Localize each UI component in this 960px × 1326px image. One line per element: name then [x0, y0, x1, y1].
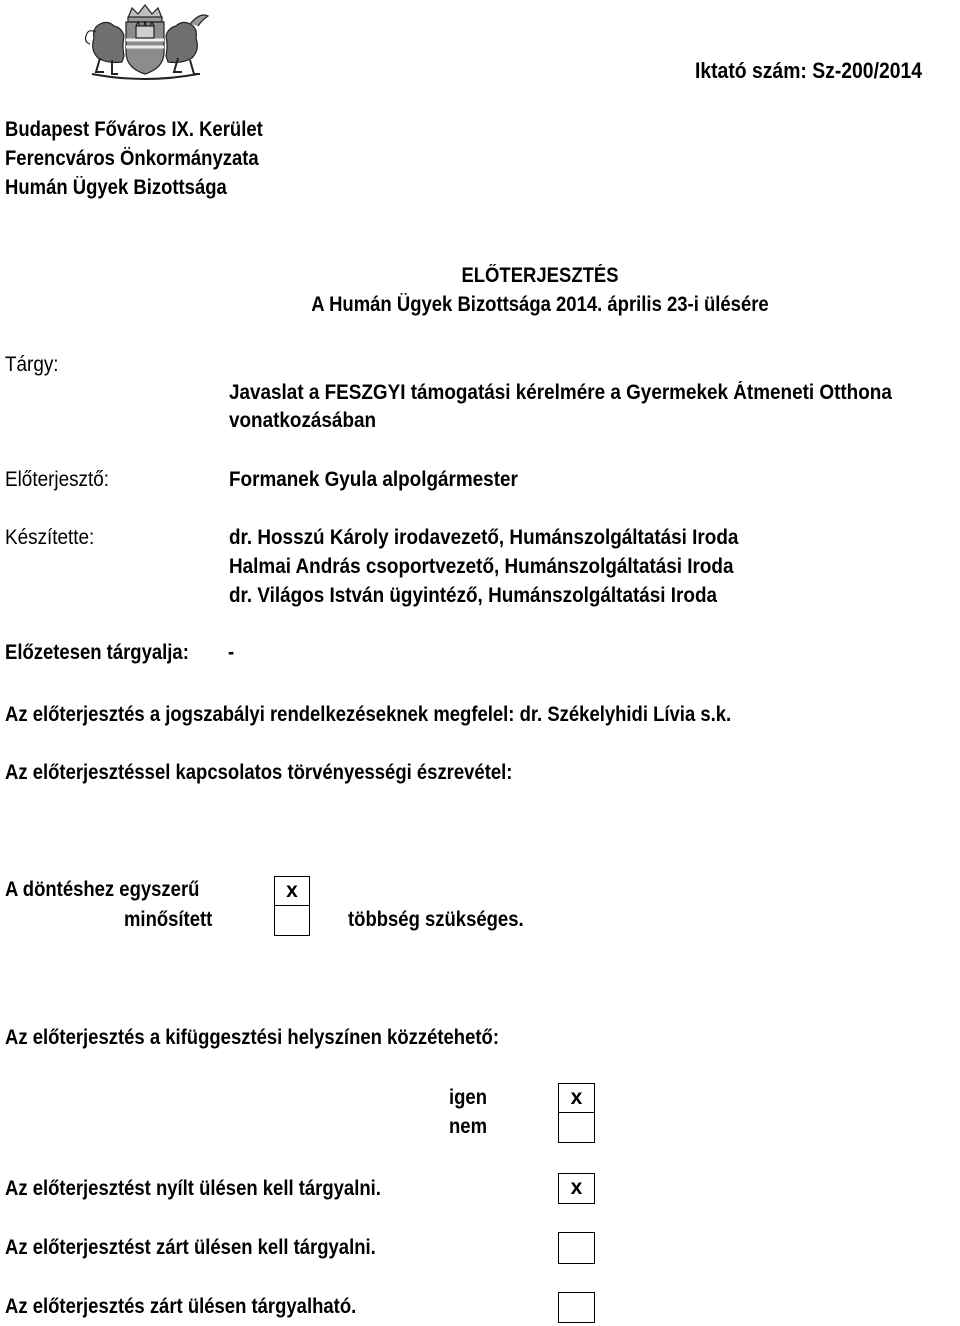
subject-label: Tárgy:	[5, 353, 59, 376]
coat-of-arms-logo	[78, 2, 212, 82]
closed-session-label: Az előterjesztést zárt ülésen kell tárgyalni.	[5, 1236, 376, 1259]
reference-number: Iktató szám: Sz-200/2014	[694, 58, 922, 83]
document-title: ELŐTERJESZTÉS	[461, 264, 619, 287]
pre-discussion-value: -	[228, 641, 235, 664]
org-line-2: Ferencváros Önkormányzata	[5, 147, 259, 170]
prepared-by-line-1: dr. Hosszú Károly irodavezető, Humánszolgáltatási Iroda	[229, 526, 739, 549]
publication-no-checkbox[interactable]	[558, 1112, 595, 1143]
publication-yes-checkbox[interactable]: x	[558, 1083, 595, 1113]
legal-compliance-statement: Az előterjesztés a jogszabályi rendelkezéseknek megfelel: dr. Székelyhidi Lívia s.k.	[5, 703, 732, 726]
decision-simple-label: A döntéshez egyszerű	[5, 878, 200, 901]
subject-line-1: Javaslat a FESZGYI támogatási kérelmére a Gyermekek Átmeneti Otthona	[229, 381, 892, 404]
decision-qualified-label: minősített	[124, 908, 213, 931]
document-subtitle: A Humán Ügyek Bizottsága 2014. április 23-i ülésére	[311, 293, 769, 316]
submitter-label: Előterjesztő:	[5, 468, 110, 491]
prepared-by-line-2: Halmai András csoportvezető, Humánszolgáltatási Iroda	[229, 555, 734, 578]
closed-session-checkbox[interactable]	[558, 1232, 595, 1264]
publication-question: Az előterjesztés a kifüggesztési helyszínen közzétehető:	[5, 1026, 499, 1049]
qualified-majority-checkbox[interactable]	[274, 905, 310, 936]
simple-majority-checkbox[interactable]: x	[274, 876, 310, 906]
prepared-by-label: Készítette:	[5, 526, 95, 549]
org-line-1: Budapest Főváros IX. Kerület	[5, 118, 263, 141]
subject-line-2: vonatkozásában	[229, 409, 377, 432]
org-line-3: Humán Ügyek Bizottsága	[5, 176, 227, 199]
submitter-value: Formanek Gyula alpolgármester	[229, 468, 518, 491]
publication-no-label: nem	[449, 1115, 488, 1138]
open-session-label: Az előterjesztést nyílt ülésen kell tárgyalni.	[5, 1177, 381, 1200]
publication-yes-label: igen	[449, 1086, 487, 1109]
majority-required-label: többség szükséges.	[348, 908, 524, 931]
pre-discussion-label: Előzetesen tárgyalja:	[5, 641, 189, 664]
closed-session-allowed-label: Az előterjesztés zárt ülésen tárgyalható.	[5, 1295, 357, 1318]
prepared-by-line-3: dr. Világos István ügyintéző, Humánszolgáltatási Iroda	[229, 584, 718, 607]
closed-session-allowed-checkbox[interactable]	[558, 1292, 595, 1323]
open-session-checkbox[interactable]: x	[558, 1173, 595, 1204]
legality-remark-label: Az előterjesztéssel kapcsolatos törvényességi észrevétel:	[5, 761, 513, 784]
